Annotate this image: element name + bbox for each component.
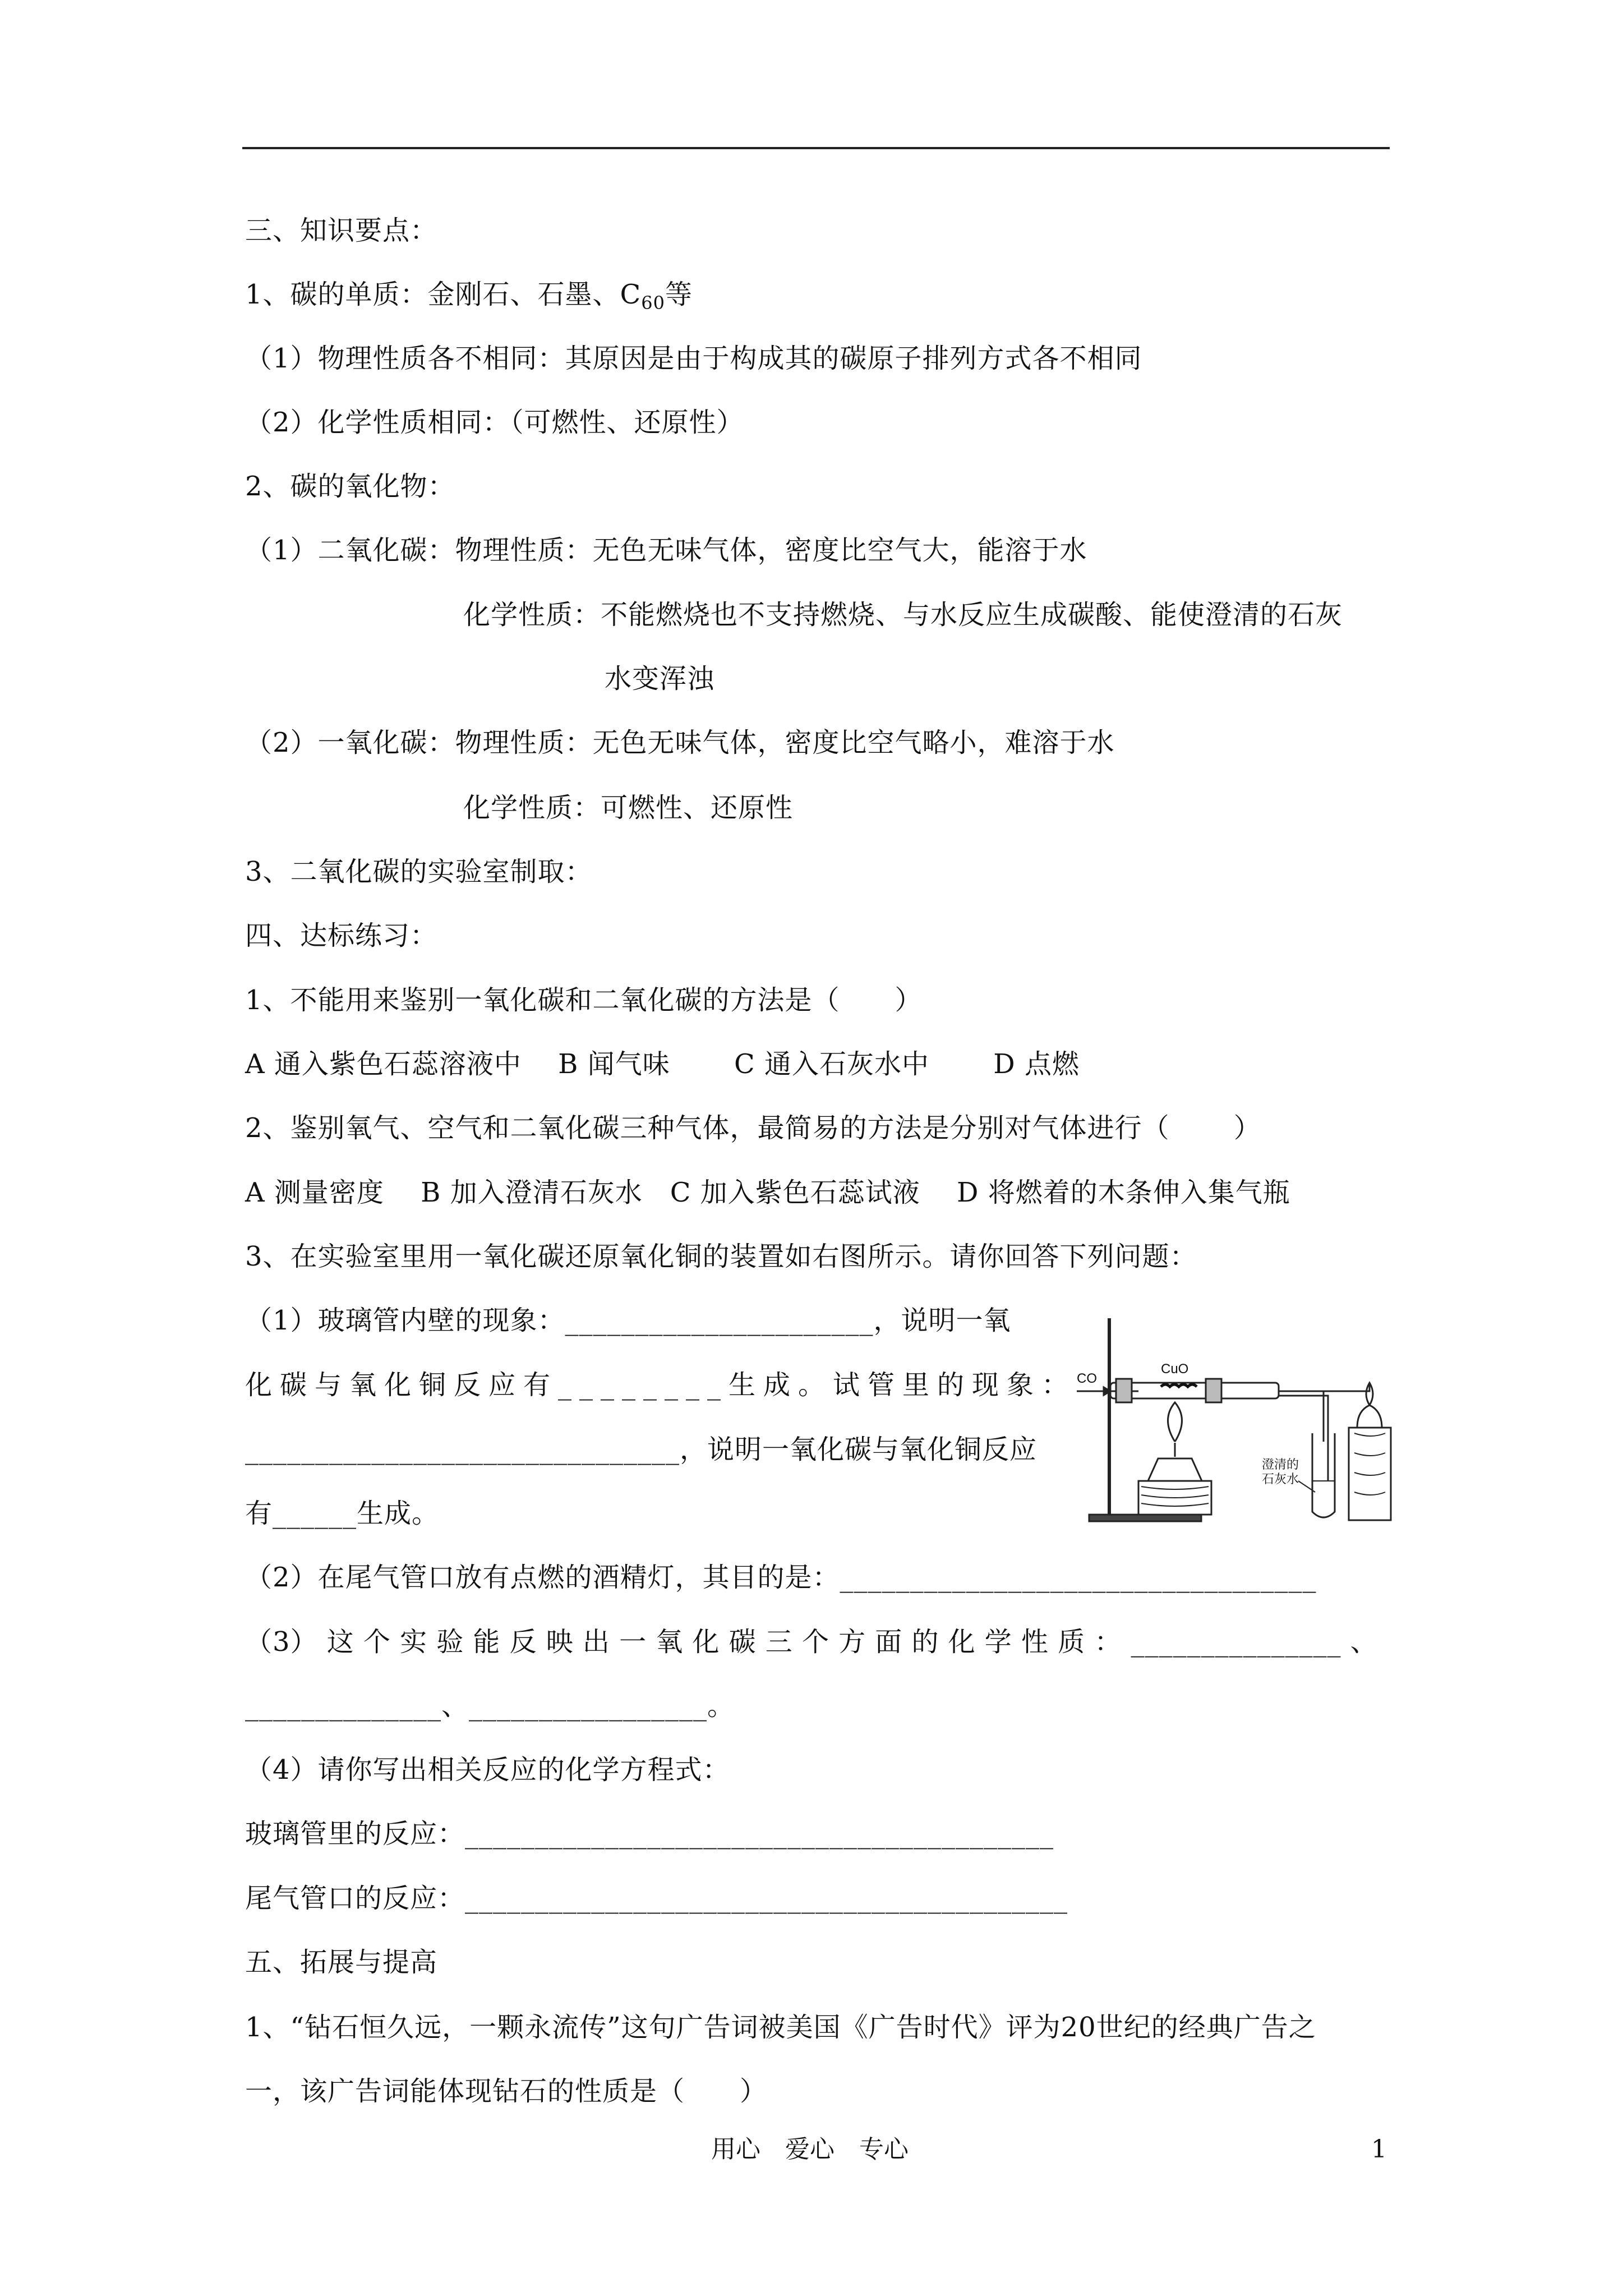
apparatus-figure bbox=[1077, 1313, 1396, 1529]
q-part: 性 bbox=[1021, 1626, 1049, 1658]
q-part: 、 bbox=[1350, 1626, 1378, 1658]
question-3-1-cont: 化碳与氧化铜反应有________生成。试管里的现象： bbox=[245, 1369, 1077, 1401]
test-tube bbox=[1312, 1433, 1335, 1517]
text-line: （1）物理性质各不相同：其原因是由于构成其的碳原子排列方式各不相同 bbox=[245, 343, 1142, 374]
text-line: （1）二氧化碳：物理性质：无色无味气体，密度比空气大，能溶于水 bbox=[245, 535, 1087, 566]
q-part: 实 bbox=[400, 1626, 428, 1658]
tube-stopper bbox=[1116, 1379, 1132, 1402]
question-3-1-cont: 有______生成。 bbox=[245, 1498, 440, 1529]
q-part: ： bbox=[1094, 1626, 1122, 1658]
c60-subscript: 60 bbox=[641, 292, 665, 314]
question-1-options: A 通入紫色石蕊溶液中 B 闻气味 C 通入石灰水中 D 点燃 bbox=[245, 1048, 1080, 1080]
question-3: 3、在实验室里用一氧化碳还原氧化铜的装置如右图所示。请你回答下列问题： bbox=[245, 1241, 1197, 1272]
carbon-elements-text: 1、碳的单质：金刚石、石墨、C bbox=[245, 279, 642, 310]
text-line: 2、碳的氧化物： bbox=[245, 471, 455, 502]
q-part: 氧 bbox=[656, 1626, 684, 1658]
c60-tail: 等 bbox=[665, 279, 693, 310]
q-part: 化 bbox=[692, 1626, 720, 1658]
right-block-grain bbox=[1354, 1433, 1385, 1495]
q-part: 碳 bbox=[728, 1626, 757, 1658]
q-part: 映 bbox=[546, 1626, 574, 1658]
question-3-2: （2）在尾气管口放有点燃的酒精灯，其目的是：__________________________________ bbox=[245, 1562, 1317, 1593]
q-part: 这 bbox=[326, 1626, 354, 1658]
equation-tube: 玻璃管里的反应：__________________________________________ bbox=[245, 1818, 1054, 1849]
q-part: 验 bbox=[436, 1626, 464, 1658]
q-part: 个 bbox=[363, 1626, 391, 1658]
question-3-1: （1）玻璃管内壁的现象：______________________，说明一氧 bbox=[245, 1305, 1011, 1336]
q-part: （3） bbox=[245, 1626, 318, 1658]
question-3-3 bbox=[245, 1626, 1378, 1658]
question-3-4: （4）请你写出相关反应的化学方程式： bbox=[245, 1754, 730, 1786]
q-part: 出 bbox=[582, 1626, 610, 1658]
text-line: 3、二氧化碳的实验室制取： bbox=[245, 856, 593, 887]
question-2: 2、鉴别氧气、空气和二氧化碳三种气体，最简易的方法是分别对气体进行（ ） bbox=[245, 1112, 1261, 1144]
q-part: 个 bbox=[801, 1626, 829, 1658]
text-line: （2）一氧化碳：物理性质：无色无味气体，密度比空气略小，难溶于水 bbox=[245, 727, 1115, 758]
text-line: 化学性质：不能燃烧也不支持燃烧、与水反应生成碳酸、能使澄清的石灰 bbox=[463, 599, 1343, 631]
q-part: 反 bbox=[509, 1626, 537, 1658]
q-part: 面 bbox=[875, 1626, 903, 1658]
flame bbox=[1168, 1402, 1182, 1442]
extension-question-1-cont: 一，该广告词能体现钻石的性质是（ ） bbox=[245, 2076, 768, 2107]
limewater-label: 澄清的 bbox=[1262, 1458, 1299, 1472]
q-part: 一 bbox=[619, 1626, 647, 1658]
exhaust-lamp bbox=[1357, 1405, 1382, 1428]
text-line: 水变浑浊 bbox=[605, 663, 715, 694]
tube-stopper bbox=[1206, 1379, 1221, 1402]
right-block bbox=[1349, 1428, 1391, 1520]
text-line bbox=[245, 278, 693, 319]
question-1: 1、不能用来鉴别一氧化碳和二氧化碳的方法是（ ） bbox=[245, 984, 923, 1016]
question-3-3-cont: ______________、_________________。 bbox=[245, 1690, 735, 1722]
q-part: 能 bbox=[473, 1626, 501, 1658]
limewater-label: 石灰水 bbox=[1262, 1473, 1299, 1487]
q-part: 质 bbox=[1058, 1626, 1086, 1658]
question-3-1-cont: _______________________________，说明一氧化碳与氧化铜反应 bbox=[245, 1434, 1038, 1465]
q-part: 学 bbox=[984, 1626, 1012, 1658]
exit-pipe bbox=[1279, 1391, 1324, 1442]
header-rule bbox=[242, 147, 1390, 149]
stand-grain bbox=[1141, 1487, 1209, 1506]
section-heading-knowledge: 三、知识要点： bbox=[245, 215, 438, 246]
exhaust-pipe bbox=[1324, 1383, 1370, 1391]
cuo-powder bbox=[1161, 1384, 1197, 1387]
question-2-options: A 测量密度 B 加入澄清石灰水 C 加入紫色石蕊试液 D 将燃着的木条伸入集气瓶 bbox=[245, 1177, 1290, 1208]
q-part: 的 bbox=[911, 1626, 939, 1658]
alcohol-lamp bbox=[1148, 1458, 1202, 1481]
q-part: _______________ bbox=[1131, 1626, 1341, 1658]
extension-question-1: 1、“钻石恒久远，一颗永流传”这句广告词被美国《广告时代》评为20世纪的经典广告之 bbox=[245, 2012, 1316, 2043]
text-line: （2）化学性质相同：（可燃性、还原性） bbox=[245, 407, 744, 438]
cuo-label: CuO bbox=[1161, 1361, 1189, 1377]
co-label: CO bbox=[1077, 1371, 1097, 1386]
section-heading-extension: 五、拓展与提高 bbox=[245, 1947, 438, 1978]
q-part: 化 bbox=[948, 1626, 976, 1658]
stand-base bbox=[1089, 1515, 1201, 1521]
section-heading-practice: 四、达标练习： bbox=[245, 920, 438, 951]
page-number: 1 bbox=[1371, 2135, 1387, 2164]
q-part: 三 bbox=[765, 1626, 793, 1658]
q-part: 方 bbox=[838, 1626, 866, 1658]
text-line: 化学性质：可燃性、还原性 bbox=[463, 792, 794, 823]
footer-slogan: 用心 爱心 专心 bbox=[711, 2135, 909, 2164]
equation-exhaust: 尾气管口的反应：___________________________________________ bbox=[245, 1883, 1068, 1914]
